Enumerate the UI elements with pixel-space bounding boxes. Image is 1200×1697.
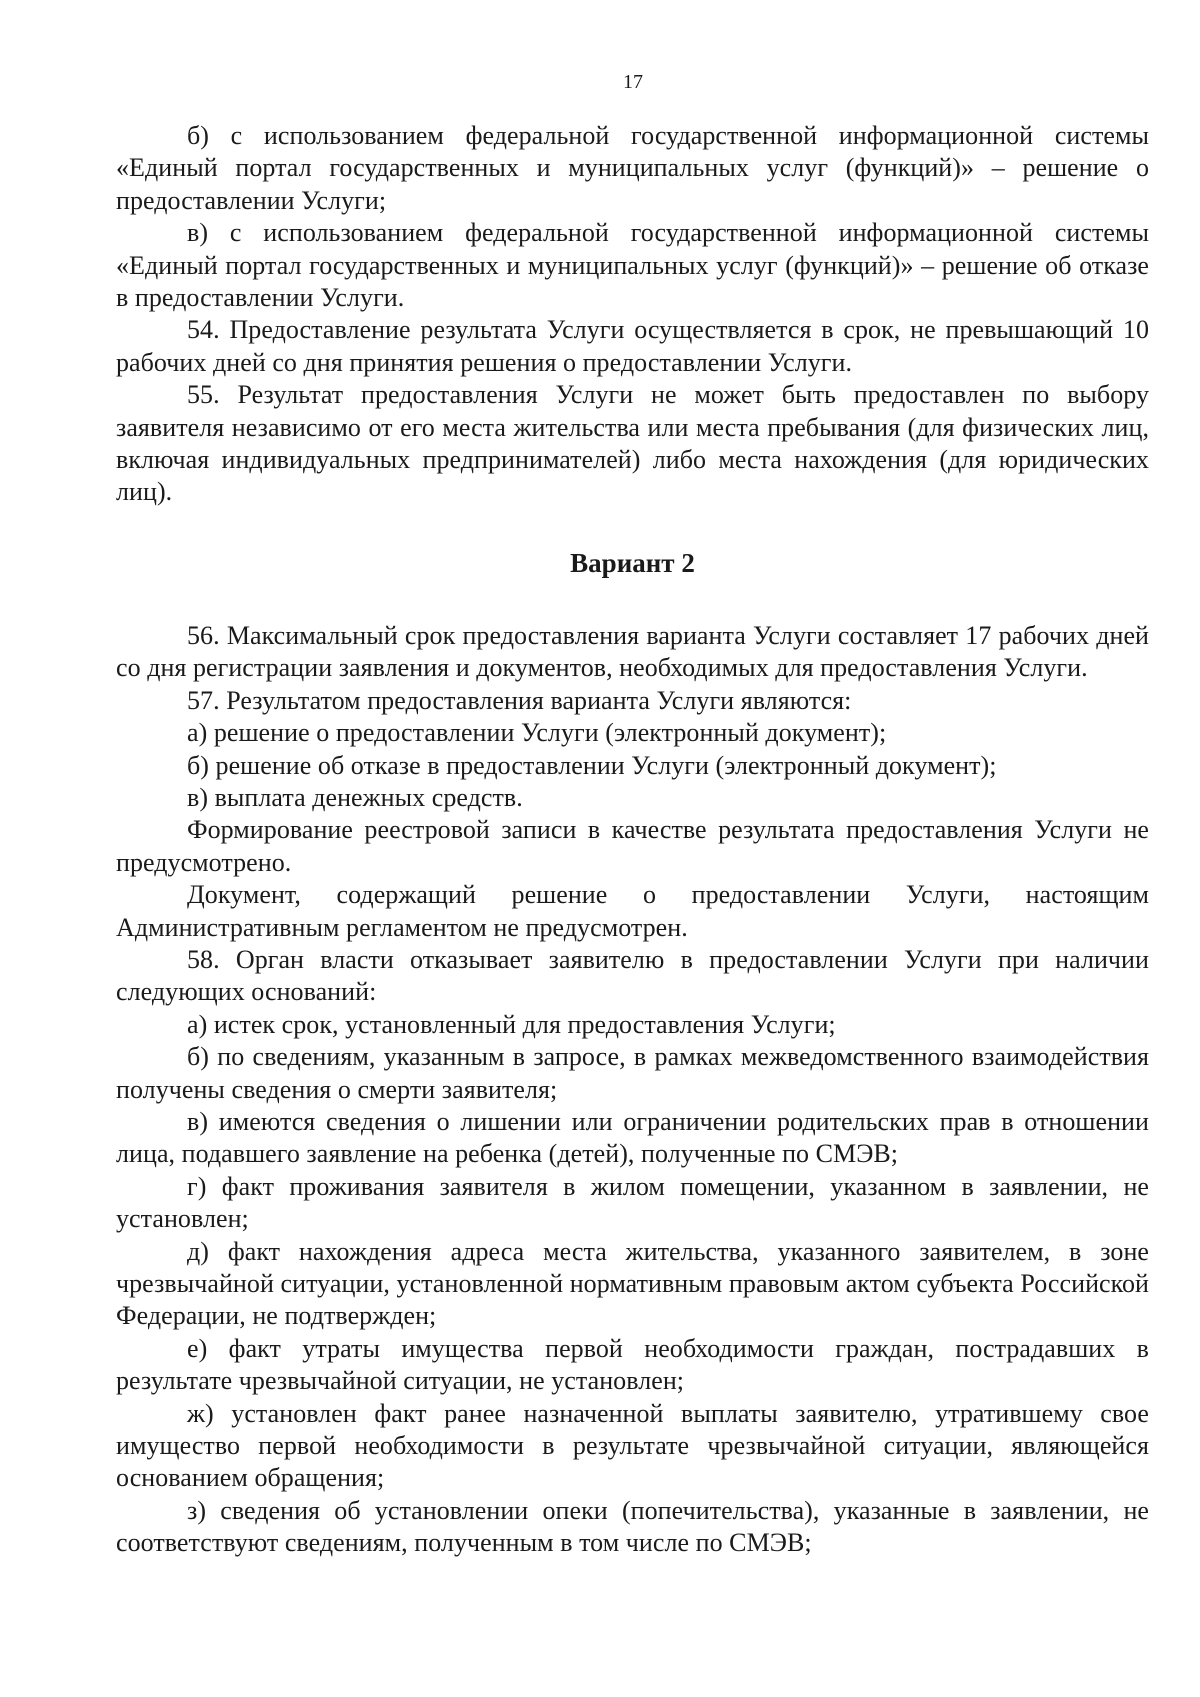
section-heading-variant-2: Вариант 2	[570, 547, 695, 578]
paragraph-58: 58. Орган власти отказывает заявителю в предоставлении Услуги при наличии следующих оснований:	[116, 944, 1149, 1007]
paragraph-55: 55. Результат предоставления Услуги не может быть предоставлен по выбору заявителя независимо от его места жительства или места пребывания (для физических лиц, включая индивидуальных предпринимателей) либо места нахождения (для юридических лиц).	[116, 380, 1149, 507]
list-item-57-a: а) решение о предоставлении Услуги (электронный документ);	[187, 718, 887, 748]
paragraph-56: 56. Максимальный срок предоставления варианта Услуги составляет 17 рабочих дней со дня регистрации заявления и документов, необходимых для предоставления Услуги.	[116, 620, 1149, 683]
list-item-57-b: б) решение об отказе в предоставлении Услуги (электронный документ);	[187, 750, 997, 780]
paragraph-decision-document: Документ, содержащий решение о предоставлении Услуги, настоящим Административным регламентом не предусмотрен.	[116, 880, 1149, 942]
list-item-58-z: з) сведения об установлении опеки (попечительства), указанные в заявлении, не соответствуют сведениям, полученным в том числе по СМЭВ;	[116, 1495, 1149, 1558]
paragraph-v-epgu-refusal: в) с использованием федеральной государственной информационной системы «Единый портал государственных и муниципальных услуг (функций)» – решение об отказе в предоставлении Услуги.	[116, 218, 1149, 313]
list-item-58-g: г) факт проживания заявителя в жилом помещении, указанном в заявлении, не установлен;	[116, 1171, 1149, 1234]
list-item-58-e: е) факт утраты имущества первой необходимости граждан, пострадавших в результате чрезвычайной ситуации, не установлен;	[116, 1333, 1149, 1396]
paragraph-registry-record: Формирование реестровой записи в качестве результата предоставления Услуги не предусмотрено.	[116, 815, 1149, 877]
paragraph-57: 57. Результатом предоставления варианта Услуги являются:	[187, 685, 852, 715]
list-item-58-v: в) имеются сведения о лишении или ограничении родительских прав в отношении лица, подавшего заявление на ребенка (детей), полученные по СМЭВ;	[116, 1106, 1149, 1169]
list-item-58-b: б) по сведениям, указанным в запросе, в рамках межведомственного взаимодействия получены сведения о смерти заявителя;	[116, 1042, 1149, 1104]
list-item-58-a: а) истек срок, установленный для предоставления Услуги;	[187, 1009, 836, 1039]
page-number: 17	[623, 71, 643, 93]
paragraph-b-epgu-grant: б) с использованием федеральной государственной информационной системы «Единый портал государственных и муниципальных услуг (функций)» – решение о предоставлении Услуги;	[116, 121, 1149, 215]
paragraph-54: 54. Предоставление результата Услуги осуществляется в срок, не превышающий 10 рабочих дней со дня принятия решения о предоставлении Услуги.	[116, 315, 1149, 377]
document-body	[116, 120, 1149, 1560]
list-item-57-v: в) выплата денежных средств.	[187, 782, 523, 812]
list-item-58-zh: ж) установлен факт ранее назначенной выплаты заявителю, утратившему свое имущество первой необходимости в результате чрезвычайной ситуации, являющейся основанием обращения;	[116, 1398, 1149, 1493]
list-item-58-d: д) факт нахождения адреса места жительства, указанного заявителем, в зоне чрезвычайной ситуации, установленной нормативным правовым актом субъекта Российской Федерации, не подтвержден;	[116, 1236, 1149, 1331]
